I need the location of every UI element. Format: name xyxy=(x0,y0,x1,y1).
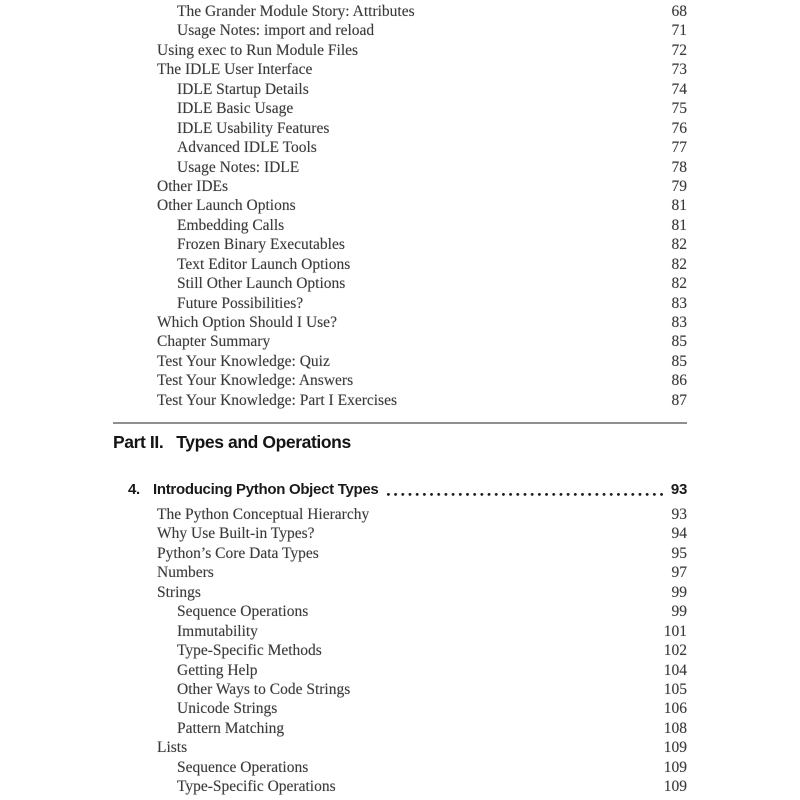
toc-entry xyxy=(157,332,687,351)
toc-entry-title: Still Other Launch Options xyxy=(177,275,346,293)
toc-entry-page: 104 xyxy=(663,661,687,679)
toc-entry-title: Chapter Summary xyxy=(157,333,271,351)
chapter-page-number: 93 xyxy=(670,481,687,498)
toc-entry-title: Type-Specific Operations xyxy=(177,778,336,796)
toc-entry-page: 85 xyxy=(671,333,687,351)
toc-entry-page: 102 xyxy=(663,642,687,660)
toc-entry-page: 85 xyxy=(671,352,687,370)
toc-entry-title: Immutability xyxy=(177,622,258,640)
toc-entry-page: 86 xyxy=(671,372,687,390)
toc-entry-page: 73 xyxy=(671,61,687,79)
toc-entry-title: Type-Specific Methods xyxy=(177,642,322,660)
toc-list-part1 xyxy=(157,2,687,410)
toc-entry-page: 74 xyxy=(671,80,687,98)
toc-entry-title: Using exec to Run Module Files xyxy=(157,41,359,59)
toc-entry-title: Future Possibilities? xyxy=(177,294,304,312)
chapter-entry xyxy=(128,480,687,499)
toc-entry xyxy=(157,777,687,796)
toc-entry xyxy=(157,758,687,777)
toc-entry-page: 93 xyxy=(671,506,687,523)
toc-entry-page: 95 xyxy=(671,544,687,562)
toc-entry-page: 81 xyxy=(671,216,687,234)
toc-entry-page: 82 xyxy=(671,236,687,254)
toc-entry xyxy=(157,196,687,215)
toc-entry-page: 82 xyxy=(671,275,687,293)
toc-entry-page: 109 xyxy=(663,778,687,796)
toc-entry-page: 94 xyxy=(671,525,687,543)
toc-entry xyxy=(157,524,687,543)
toc-entry xyxy=(157,255,687,274)
toc-entry-title: Sequence Operations xyxy=(177,603,309,621)
toc-entry xyxy=(157,602,687,621)
toc-entry-title: Advanced IDLE Tools xyxy=(177,139,317,157)
toc-list-chapter4 xyxy=(157,505,687,797)
toc-entry-page: 82 xyxy=(671,255,687,273)
toc-entry xyxy=(157,294,687,313)
toc-entry xyxy=(157,391,687,410)
toc-entry-title: Which Option Should I Use? xyxy=(157,314,337,331)
toc-entry-title: Getting Help xyxy=(177,661,258,679)
toc-entry xyxy=(157,99,687,118)
toc-entry-title: Sequence Operations xyxy=(177,758,309,776)
toc-entry-title: Lists xyxy=(157,739,188,757)
toc-entry-title: Python’s Core Data Types xyxy=(157,544,319,562)
toc-entry-page: 77 xyxy=(671,139,687,157)
part-title: Types and Operations xyxy=(176,432,351,452)
toc-entry-page: 99 xyxy=(671,583,687,601)
toc-entry-title: IDLE Usability Features xyxy=(177,119,330,137)
toc-entry xyxy=(157,138,687,157)
toc-entry-title: Test Your Knowledge: Part I Exercises xyxy=(157,391,397,409)
toc-entry-page: 71 xyxy=(671,22,687,40)
toc-entry xyxy=(157,738,687,757)
toc-entry xyxy=(157,699,687,718)
toc-entry-page: 108 xyxy=(663,719,687,737)
toc-entry-title: Numbers xyxy=(157,564,214,582)
toc-entry-title: The IDLE User Interface xyxy=(157,61,313,79)
toc-entry-title: Test Your Knowledge: Quiz xyxy=(157,352,330,370)
toc-entry-page: 97 xyxy=(671,564,687,582)
toc-entry-page: 79 xyxy=(671,177,687,195)
toc-entry-page: 105 xyxy=(663,680,687,698)
toc-entry-title: IDLE Basic Usage xyxy=(177,100,294,118)
toc-entry xyxy=(157,641,687,660)
toc-entry-title: Embedding Calls xyxy=(177,216,285,234)
toc-entry-page: 106 xyxy=(663,700,687,718)
toc-entry xyxy=(157,60,687,79)
toc-entry xyxy=(157,274,687,293)
toc-entry-title: Usage Notes: IDLE xyxy=(177,158,300,176)
toc-entry-title: Pattern Matching xyxy=(177,719,285,737)
toc-entry-title: IDLE Startup Details xyxy=(177,80,309,98)
toc-entry xyxy=(157,119,687,138)
toc-entry xyxy=(157,80,687,99)
toc-entry-page: 76 xyxy=(671,119,687,137)
toc-entry xyxy=(157,177,687,196)
toc-entry-title: The Grander Module Story: Attributes xyxy=(177,3,415,20)
toc-entry-title: Usage Notes: import and reload xyxy=(177,22,375,40)
part-header xyxy=(113,432,351,453)
toc-entry xyxy=(157,2,687,21)
toc-entry-title: Text Editor Launch Options xyxy=(177,255,351,273)
toc-entry-title: The Python Conceptual Hierarchy xyxy=(157,506,370,523)
toc-entry xyxy=(157,622,687,641)
toc-entry-title: Other Launch Options xyxy=(157,197,296,215)
toc-entry xyxy=(157,235,687,254)
toc-entry xyxy=(157,313,687,332)
toc-entry xyxy=(157,352,687,371)
toc-entry-page: 72 xyxy=(671,41,687,59)
toc-entry xyxy=(157,505,687,524)
toc-entry xyxy=(157,158,687,177)
toc-entry xyxy=(157,661,687,680)
toc-entry-title: Why Use Built-in Types? xyxy=(157,525,315,543)
part-number: Part II. xyxy=(113,432,164,452)
toc-entry-page: 75 xyxy=(671,100,687,118)
toc-entry xyxy=(157,583,687,602)
toc-entry xyxy=(157,21,687,40)
toc-entry-page: 101 xyxy=(663,622,687,640)
toc-entry-page: 78 xyxy=(671,158,687,176)
toc-entry-page: 109 xyxy=(663,758,687,776)
toc-entry-title: Test Your Knowledge: Answers xyxy=(157,372,354,390)
toc-entry xyxy=(157,216,687,235)
toc-entry-page: 87 xyxy=(671,391,687,409)
toc-entry-page: 83 xyxy=(671,294,687,312)
toc-entry xyxy=(157,41,687,60)
toc-entry-title: Strings xyxy=(157,583,201,601)
toc-entry-title: Other IDEs xyxy=(157,177,229,195)
toc-entry xyxy=(157,563,687,582)
toc-entry-page: 99 xyxy=(671,603,687,621)
toc-entry xyxy=(157,544,687,563)
toc-entry-title: Other Ways to Code Strings xyxy=(177,680,351,698)
toc-entry-page: 83 xyxy=(671,314,687,331)
chapter-number: 4. xyxy=(128,481,140,498)
toc-entry xyxy=(157,680,687,699)
toc-entry-page: 81 xyxy=(671,197,687,215)
toc-entry xyxy=(157,371,687,390)
chapter-title: Introducing Python Object Types xyxy=(153,481,379,498)
toc-entry-title: Frozen Binary Executables xyxy=(177,236,345,254)
toc-entry xyxy=(157,719,687,738)
toc-entry-page: 109 xyxy=(663,739,687,757)
toc-entry-title: Unicode Strings xyxy=(177,700,278,718)
dot-leader xyxy=(387,493,663,496)
section-divider-rule xyxy=(113,422,687,424)
toc-entry-page: 68 xyxy=(671,3,687,20)
